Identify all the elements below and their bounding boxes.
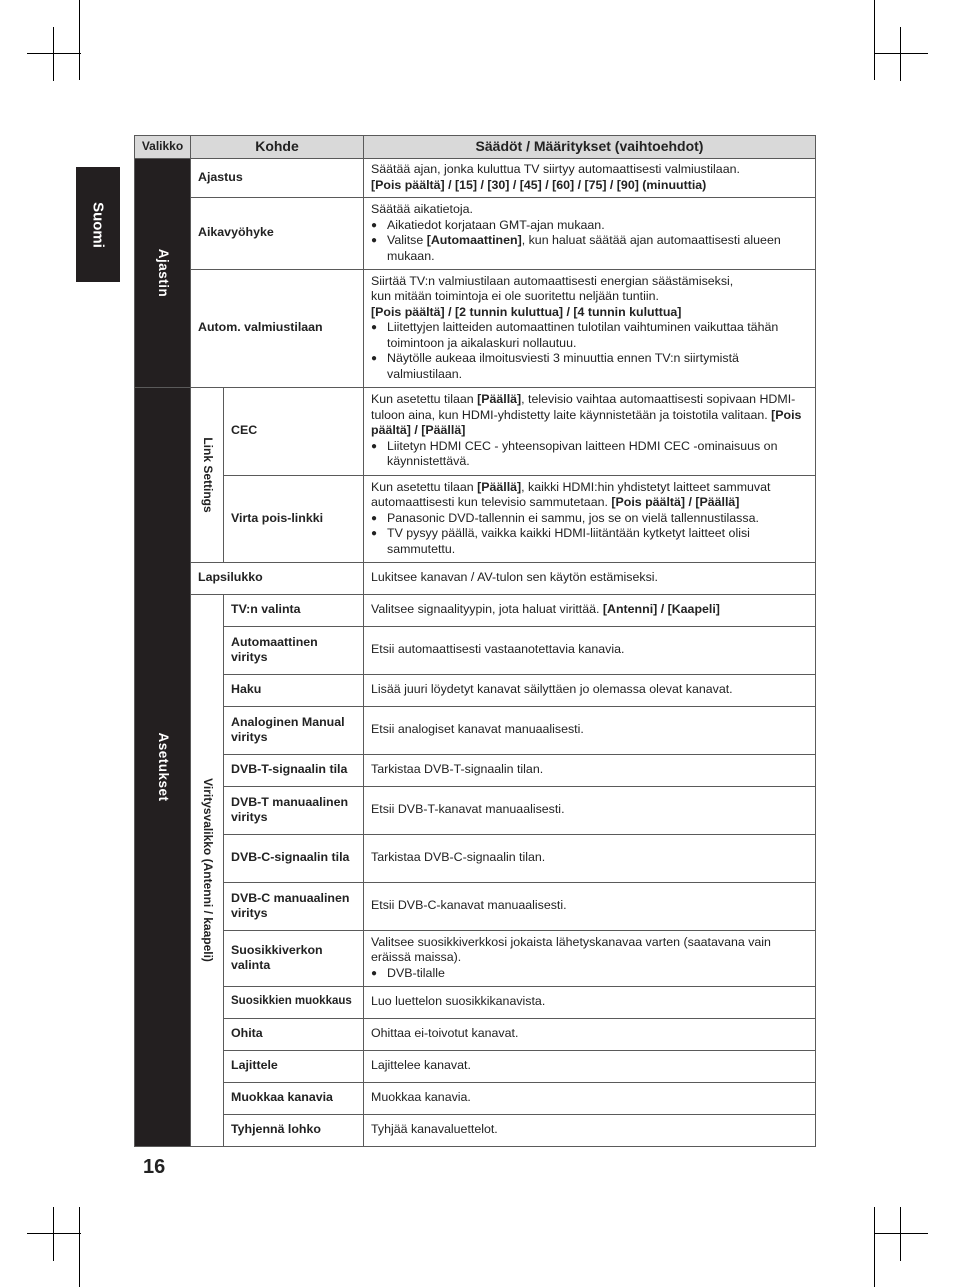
text: , televisio vaihtaa automaattisesti sopivaan HDMI-tuloon aina, kun HDMI-yhdistetty laite käynnistetään ja toistotila valitaan. [371, 392, 796, 422]
text: Kun asetettu tilaan [371, 392, 478, 407]
submenu-link-settings [191, 387, 224, 562]
desc-bullet: ● Panasonic DVD-tallennin ei sammu, jos se on vielä tallennustilassa. [371, 511, 808, 527]
desc-dvbt-manual: Etsii DVB-T-kanavat manuaalisesti. [364, 786, 816, 834]
desc-paragraph [371, 480, 808, 511]
item-lapsilukko: Lapsilukko [191, 562, 364, 594]
desc-options: [Pois päältä] / [15] / [30] / [45] / [60] / [75] / [90] (minuuttia) [371, 177, 707, 192]
desc-lapsilukko: Lukitsee kanavan / AV-tulon sen käytön estämiseksi. [364, 562, 816, 594]
desc-line: Säätää ajan, jonka kuluttua TV siirtyy automaattisesti valmiustilaan. [371, 162, 740, 176]
item-cec: CEC [224, 387, 364, 475]
item-dvbc-manual: DVB-C manuaalinen viritys [224, 882, 364, 930]
desc-muokkaa: Muokkaa kanavia. [364, 1082, 816, 1114]
crop-mark [79, 0, 80, 80]
text-bold: [Antenni] / [Kaapeli] [602, 602, 720, 617]
crop-mark [874, 1233, 928, 1234]
crop-mark [874, 1207, 875, 1287]
item-dvbt-manual: DVB-T manuaalinen viritys [224, 786, 364, 834]
desc-dvbc-manual: Etsii DVB-C-kanavat manuaalisesti. [364, 882, 816, 930]
item-dvbc-tila: DVB-C-signaalin tila [224, 834, 364, 882]
desc-line: Siirtää TV:n valmiustilaan automaattisesti energian säästämiseksi, [371, 273, 734, 288]
item-lajittele: Lajittele [224, 1050, 364, 1082]
table-row [135, 387, 816, 475]
text-bold: [Pois päältä] / [Päällä] [611, 495, 740, 510]
crop-mark [53, 1207, 54, 1261]
desc-line: Säätää aikatietoja. [371, 201, 473, 216]
desc-tv-valinta [364, 594, 816, 626]
item-virta: Virta pois-linkki [224, 475, 364, 562]
desc-lajittele: Lajittelee kanavat. [364, 1050, 816, 1082]
menu-label: Ajastin [155, 248, 171, 297]
desc-line: Valitsee suosikkiverkkosi jokaista lähetyskanavaa varten (saatavana vain eräissä maissa). [371, 934, 771, 965]
table-row [135, 158, 816, 197]
text: Valitse [387, 233, 427, 248]
table-row [135, 882, 816, 930]
table-row [135, 674, 816, 706]
desc-line: kun mitään toimintoja ei ole suoritettu neljään tuntiin. [371, 289, 659, 304]
table-row [135, 706, 816, 754]
header-kohde: Kohde [191, 136, 364, 159]
desc-cec [364, 387, 816, 475]
crop-mark [874, 53, 928, 54]
desc-automaattinen: Etsii automaattisesti vastaanotettavia kanavia. [364, 626, 816, 674]
text: , kaikki HDMI:hin yhdistetyt laitteet sammuvat automaattisesti kun televisio sammutetaan. [371, 479, 771, 510]
item-ohita: Ohita [224, 1018, 364, 1050]
table-row [135, 1082, 816, 1114]
desc-bullet: ● Liitetyn HDMI CEC - yhteensopivan laitteen HDMI CEC -ominaisuus on käynnistettävä. [371, 439, 808, 470]
crop-mark [900, 1207, 901, 1261]
desc-bullet: ● DVB-tilalle [371, 966, 808, 982]
desc-options: [Pois päältä] / [2 tunnin kuluttua] / [4 tunnin kuluttua] [371, 304, 682, 319]
table-row [135, 1018, 816, 1050]
language-label: Suomi [89, 201, 107, 248]
table-row [135, 269, 816, 387]
table-row [135, 562, 816, 594]
desc-ohita: Ohittaa ei-toivotut kanavat. [364, 1018, 816, 1050]
page-number: 16 [143, 1156, 166, 1178]
menu-ajastin [135, 158, 191, 387]
desc-paragraph [371, 392, 808, 439]
desc-valmiustila [364, 269, 816, 387]
desc-bullet: ● Näytölle aukeaa ilmoitusviesti 3 minuuttia ennen TV:n siirtymistä valmiustilaan. [371, 351, 808, 382]
table-row [135, 197, 816, 269]
table-row [135, 1050, 816, 1082]
text-bold: [Päällä] [477, 392, 522, 407]
header-saadot: Säädöt / Määritykset (vaihtoehdot) [364, 136, 816, 159]
desc-haku: Lisää juuri löydetyt kanavat säilyttäen jo olemassa olevat kanavat. [364, 674, 816, 706]
desc-bullet [371, 233, 808, 264]
desc-suosikki-muokkaus: Luo luettelon suosikkikanavista. [364, 986, 816, 1018]
item-haku: Haku [224, 674, 364, 706]
crop-mark [27, 1233, 81, 1234]
header-valikko: Valikko [135, 136, 191, 159]
item-tv-valinta: TV:n valinta [224, 594, 364, 626]
item-aikavyohyke: Aikavyöhyke [191, 197, 364, 269]
settings-table [134, 135, 816, 1147]
submenu-label: Viritysvalikko (Antenni / kaapeli) [200, 778, 215, 963]
text-bold: [Päällä] [477, 479, 522, 494]
table-row [135, 594, 816, 626]
crop-mark [53, 27, 54, 81]
table-row [135, 1114, 816, 1146]
item-suosikki-muokkaus: Suosikkien muokkaus [224, 986, 364, 1018]
crop-mark [79, 1207, 80, 1287]
item-muokkaa: Muokkaa kanavia [224, 1082, 364, 1114]
table-row [135, 786, 816, 834]
item-dvbt-tila: DVB-T-signaalin tila [224, 754, 364, 786]
table-row [135, 626, 816, 674]
desc-ajastus [364, 158, 816, 197]
desc-dvbt-tila: Tarkistaa DVB-T-signaalin tilan. [364, 754, 816, 786]
desc-virta [364, 475, 816, 562]
item-tyhjenna: Tyhjennä lohko [224, 1114, 364, 1146]
desc-bullet: ● Aikatiedot korjataan GMT-ajan mukaan. [371, 218, 808, 234]
crop-mark [27, 53, 81, 54]
table-row [135, 475, 816, 562]
desc-bullet: ● TV pysyy päällä, vaikka kaikki HDMI-liitäntään kytketyt laitteet olisi sammutettu. [371, 526, 808, 557]
menu-label: Asetukset [155, 732, 171, 802]
text-bold: [Pois päältä] / [Päällä] [371, 407, 802, 438]
desc-tyhjenna: Tyhjää kanavaluettelot. [364, 1114, 816, 1146]
table-row [135, 754, 816, 786]
desc-analoginen: Etsii analogiset kanavat manuaalisesti. [364, 706, 816, 754]
desc-bullet: ● Liitettyjen laitteiden automaattinen tulotilan vaihtuminen vaikuttaa tähän toimintoon ja aikalaskuri nollautuu. [371, 320, 808, 351]
text: Valitsee signaalityypin, jota haluat virittää. [371, 602, 603, 617]
table-row [135, 834, 816, 882]
item-ajastus: Ajastus [191, 158, 364, 197]
text: , kun haluat säätää ajan automaattisesti alueen mukaan. [387, 233, 781, 263]
crop-mark [900, 27, 901, 81]
desc-aikavyohyke [364, 197, 816, 269]
submenu-label: Link Settings [200, 436, 215, 513]
text-bold: [Automaattinen] [426, 233, 522, 248]
submenu-viritys [191, 594, 224, 1146]
menu-asetukset [135, 387, 191, 1146]
desc-dvbc-tila: Tarkistaa DVB-C-signaalin tilan. [364, 834, 816, 882]
table-row [135, 930, 816, 986]
table-row [135, 986, 816, 1018]
table-header-row [135, 136, 816, 159]
item-analoginen: Analoginen Manual viritys [224, 706, 364, 754]
crop-mark [874, 0, 875, 80]
desc-suosikki-valinta [364, 930, 816, 986]
item-valmiustila: Autom. valmiustilaan [191, 269, 364, 387]
item-automaattinen: Automaattinen viritys [224, 626, 364, 674]
language-side-tab [76, 167, 120, 282]
text: Kun asetettu tilaan [371, 479, 478, 494]
item-suosikki-valinta: Suosikkiverkon valinta [224, 930, 364, 986]
